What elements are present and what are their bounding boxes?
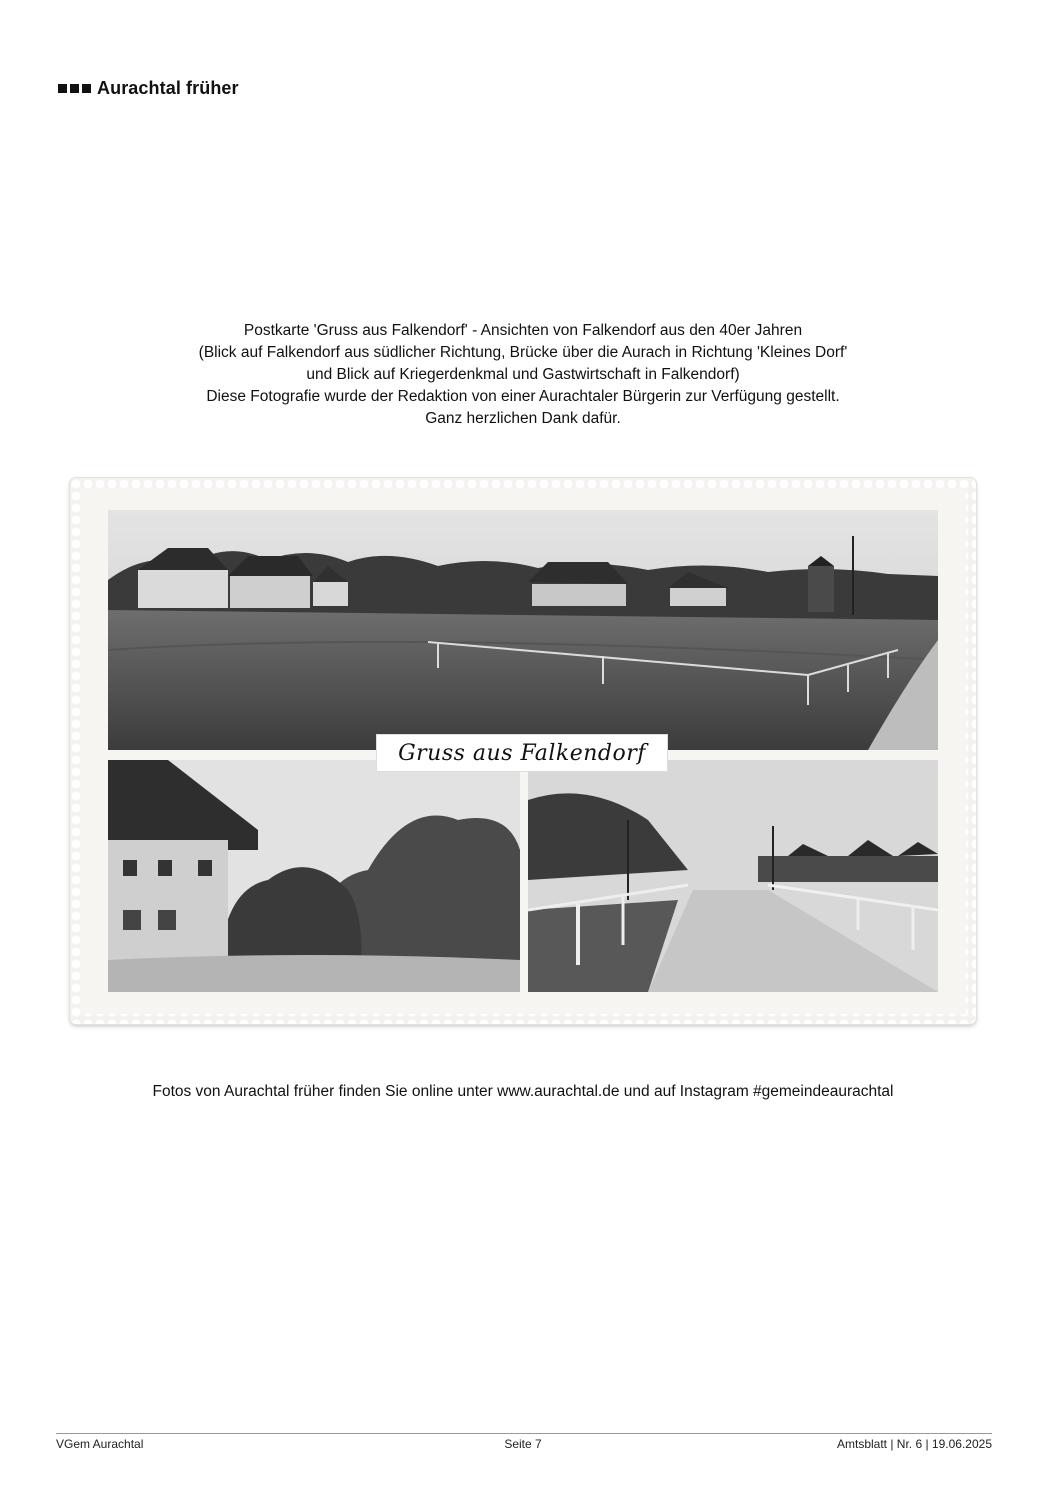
footer-publisher: VGem Aurachtal xyxy=(56,1437,144,1451)
footer-page-number: Seite 7 xyxy=(504,1437,542,1451)
postcard-image xyxy=(70,478,976,1024)
online-note: Fotos von Aurachtal früher finden Sie online unter www.aurachtal.de und auf Instagram #gemeindeaurachtal xyxy=(152,1083,894,1100)
bridge-photo xyxy=(528,760,938,992)
postcard-greeting: Gruss aus Falkendorf xyxy=(376,734,668,772)
caption-line: (Blick auf Falkendorf aus südlicher Richtung, Brücke über die Aurach in Richtung 'Kleines Dorf' xyxy=(198,344,848,361)
village-panorama-photo xyxy=(108,510,938,750)
caption-line: Diese Fotografie wurde der Redaktion von einer Aurachtaler Bürgerin zur Verfügung gestellt. xyxy=(206,388,840,405)
caption-line: Ganz herzlichen Dank dafür. xyxy=(425,410,621,427)
caption-line: und Blick auf Kriegerdenkmal und Gastwirtschaft in Falkendorf) xyxy=(306,366,740,383)
section-header xyxy=(58,78,239,99)
section-marker-icon xyxy=(58,84,91,93)
footer-issue-info: Amtsblatt | Nr. 6 | 19.06.2025 xyxy=(837,1437,992,1451)
caption-line: Postkarte 'Gruss aus Falkendorf' - Ansichten von Falkendorf aus den 40er Jahren xyxy=(243,322,803,339)
inn-photo xyxy=(108,760,520,992)
footer-divider xyxy=(56,1433,992,1434)
photo-caption xyxy=(0,320,1046,430)
section-title: Aurachtal früher xyxy=(97,78,239,98)
